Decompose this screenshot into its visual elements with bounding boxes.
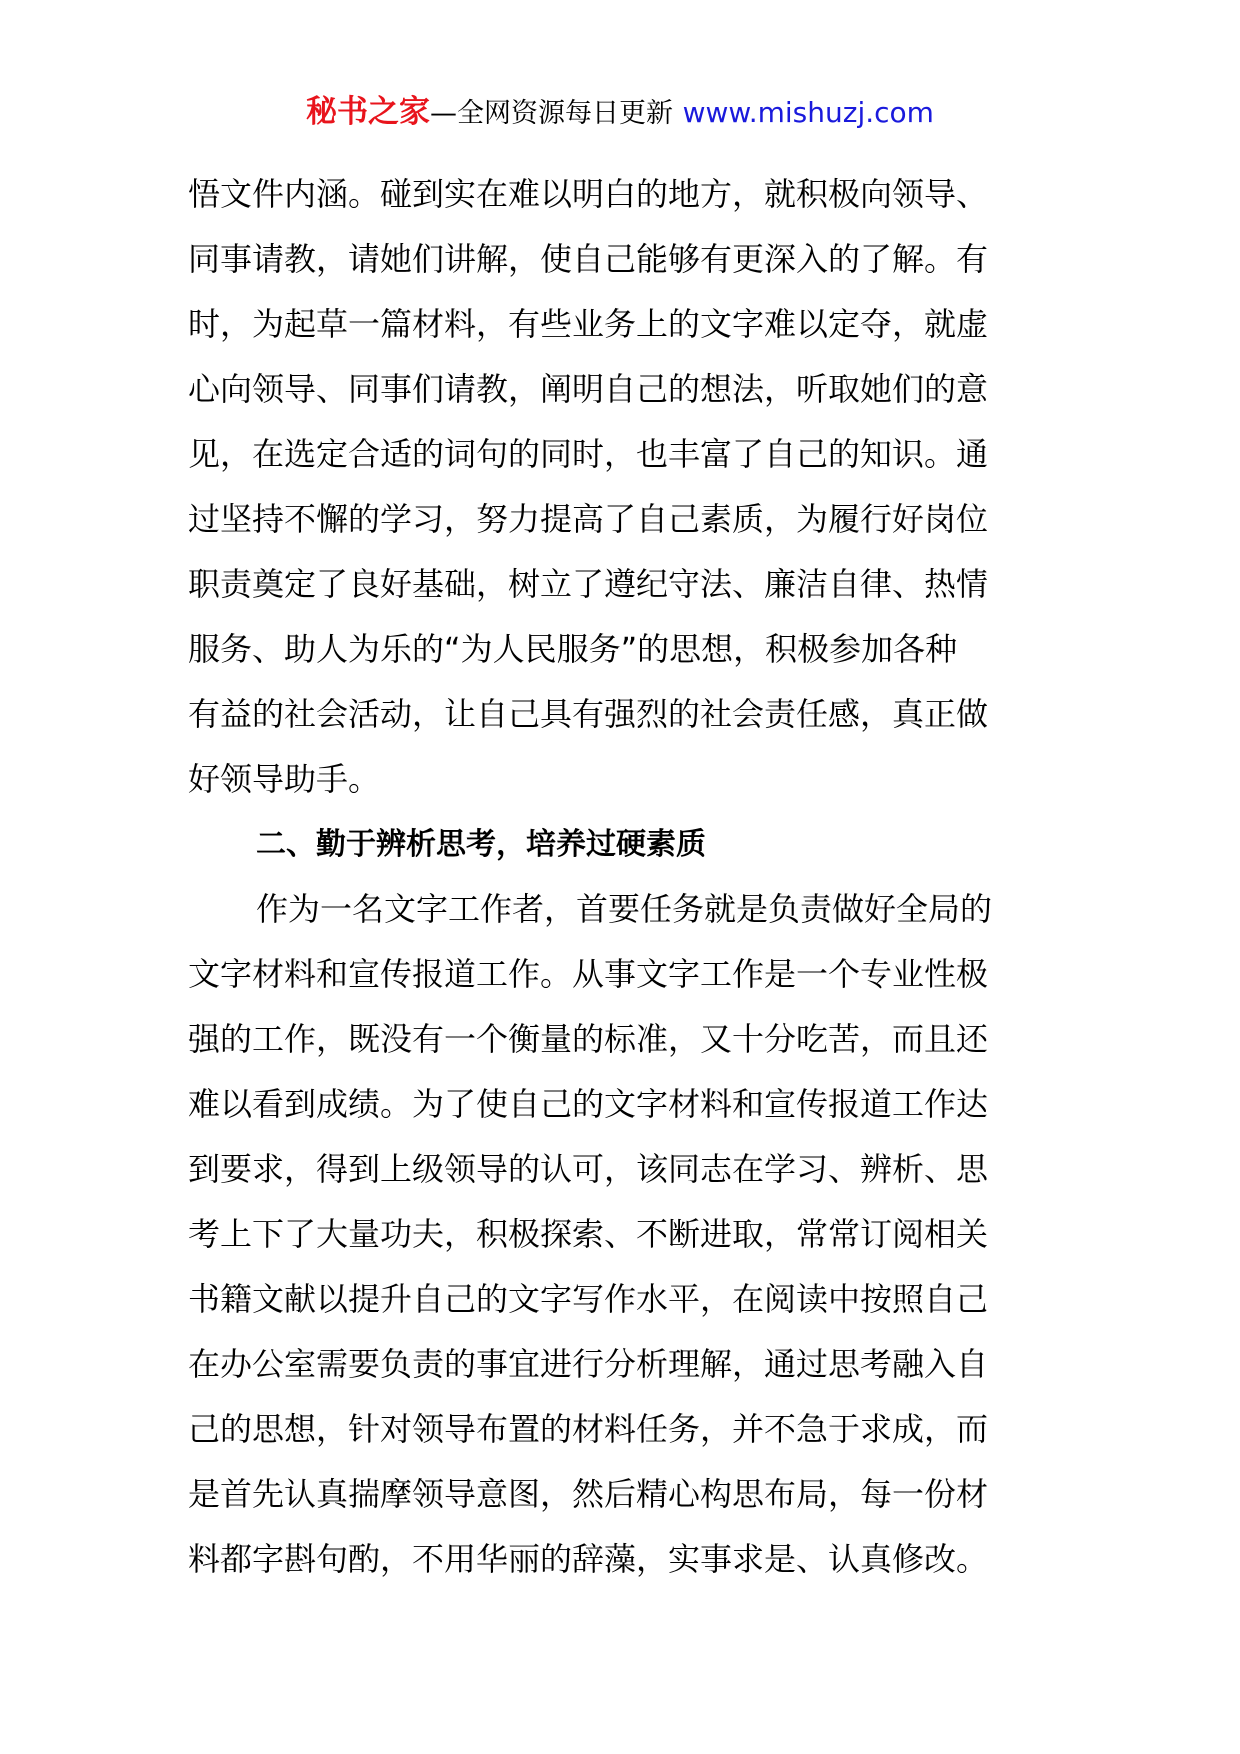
- body-line: 悟文件内涵。碰到实在难以明白的地方，就积极向领导、: [188, 175, 989, 213]
- paragraph-first-line: 作为一名文字工作者，首要任务就是负责做好全局的: [256, 890, 993, 928]
- body-line: 难以看到成绩。为了使自己的文字材料和宣传报道工作达: [188, 1085, 989, 1123]
- body-line: 在办公室需要负责的事宜进行分析理解，通过思考融入自: [188, 1345, 989, 1383]
- body-line: 过坚持不懈的学习，努力提高了自己素质，为履行好岗位: [188, 500, 989, 538]
- brand-name: 秘书之家: [306, 94, 431, 130]
- body-line: 心向领导、同事们请教，阐明自己的想法，听取她们的意: [188, 370, 989, 408]
- body-line: 有益的社会活动，让自己具有强烈的社会责任感，真正做: [188, 695, 989, 733]
- body-line: 到要求，得到上级领导的认可，该同志在学习、辨析、思: [188, 1150, 989, 1188]
- section-heading: 二、勤于辨析思考，培养过硬素质: [256, 827, 706, 862]
- body-line: 己的思想，针对领导布置的材料任务，并不急于求成，而: [188, 1410, 989, 1448]
- body-line: 时，为起草一篇材料，有些业务上的文字难以定夺，就虚: [188, 305, 989, 343]
- site-url-link[interactable]: www.mishuzj.com: [682, 96, 934, 129]
- page-header: [0, 92, 1240, 134]
- header-tagline: —全网资源每日更新: [430, 98, 674, 129]
- body-line: 强的工作，既没有一个衡量的标准，又十分吃苦，而且还: [188, 1020, 989, 1058]
- body-line: 好领导助手。: [188, 760, 381, 798]
- body-line: 考上下了大量功夫，积极探索、不断进取，常常订阅相关: [188, 1215, 989, 1253]
- body-line: 料都字斟句酌，不用华丽的辞藻，实事求是、认真修改。: [188, 1540, 989, 1578]
- document-body: [188, 162, 1060, 1592]
- body-line: 文字材料和宣传报道工作。从事文字工作是一个专业性极: [188, 955, 989, 993]
- body-line: 书籍文献以提升自己的文字写作水平，在阅读中按照自己: [188, 1280, 989, 1318]
- body-line: 职责奠定了良好基础，树立了遵纪守法、廉洁自律、热情: [188, 565, 989, 603]
- body-line: 同事请教，请她们讲解，使自己能够有更深入的了解。有: [188, 240, 989, 278]
- body-line: 服务、助人为乐的“为人民服务”的思想，积极参加各种: [188, 630, 958, 668]
- body-line: 是首先认真揣摩领导意图，然后精心构思布局，每一份材: [188, 1475, 989, 1513]
- body-line: 见，在选定合适的词句的同时，也丰富了自己的知识。通: [188, 435, 989, 473]
